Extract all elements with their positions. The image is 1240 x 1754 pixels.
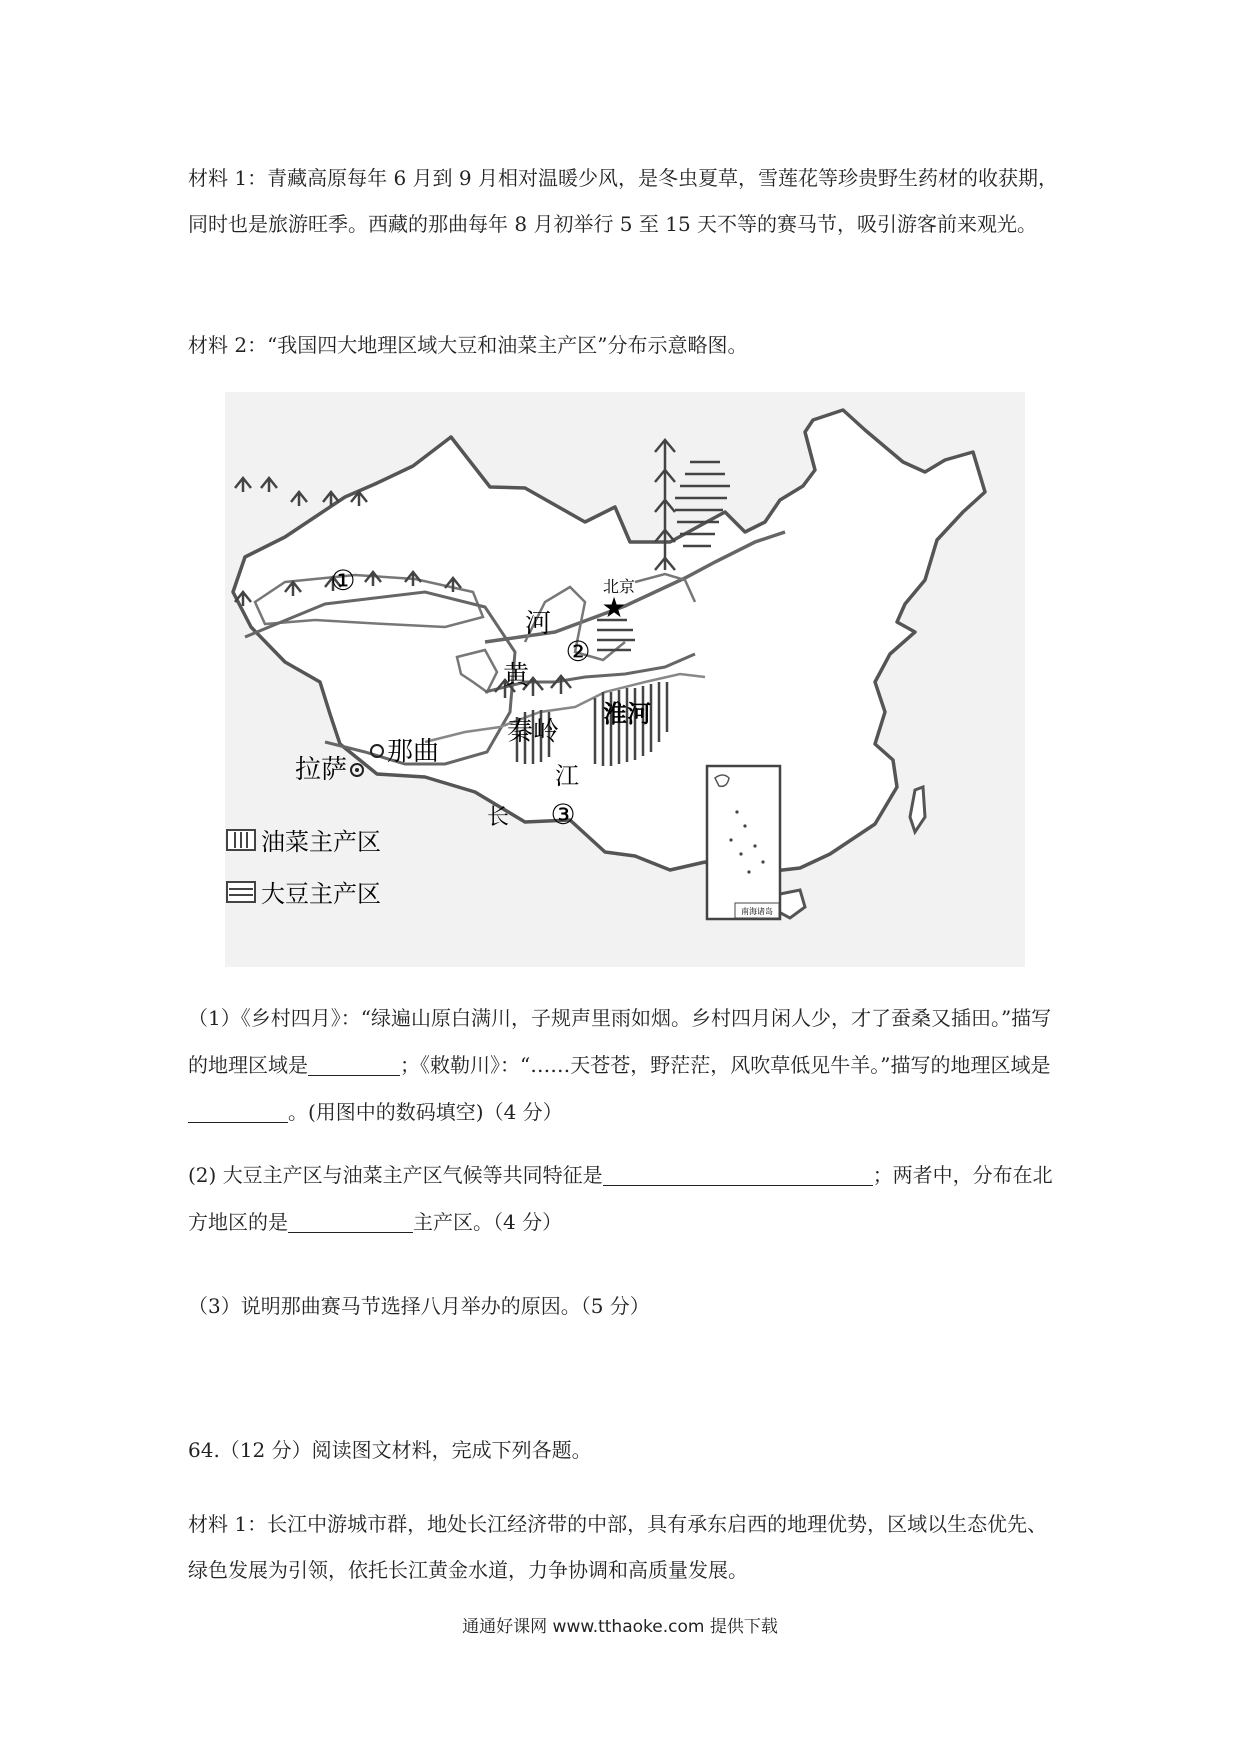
soybean-legend-swatch <box>227 882 255 902</box>
chang-label: 长 <box>487 805 510 830</box>
huang-label: 黄 <box>503 661 530 691</box>
q64-material1-paragraph: 材料 1：长江中游城市群，地处长江经济带的中部，具有承东启西的地理优势，区域以生态优先、绿色发展为引领，依托长江黄金水道，力争协调和高质量发展。 <box>188 1512 1048 1582</box>
q1-answer-blank-2[interactable] <box>188 1098 288 1123</box>
rapeseed-legend-label: 油菜主产区 <box>261 828 381 856</box>
question-1: （1）《乡村四月》：“绿遍山原白满川，子规声里雨如烟。乡村四月闲人少，才了蚕桑又插田。”描写的地理区域是 ；《敕勒川》：“……天苍苍，野茫茫，风吹草低见牛羊。”描写的地理区域是。(用图中的数码填空)（4 分） <box>188 1006 1052 1124</box>
china-soybean-rapeseed-map <box>225 392 1025 967</box>
he-label: 河 <box>525 609 552 639</box>
q2-answer-blank-2[interactable] <box>288 1208 413 1233</box>
q1-answer-blank-1[interactable] <box>308 1051 400 1076</box>
question-2: (2) 大豆主产区与油菜主产区气候等共同特征是 ；两者中，分布在北方地区的是 主产区。（4 分） <box>188 1163 1053 1234</box>
soybean-legend-label: 大豆主产区 <box>261 880 381 908</box>
beijing-label: 北京 <box>603 577 636 596</box>
region-2-label: ② <box>565 635 591 668</box>
naqu-label: 那曲 <box>387 737 440 767</box>
beijing-star-icon: ★ <box>601 591 627 624</box>
region-1-label: ① <box>330 564 356 597</box>
material1-paragraph: 材料 1：青藏高原每年 6 月到 9 月相对温暖少风，是冬虫夏草，雪莲花等珍贵野生药材的收获期，同时也是旅游旺季。西藏的那曲每年 8 月初举行 5 至 15 天不等的赛马节，吸引游客前来观光。 <box>188 166 1058 236</box>
page-footer: 通通好课网 www.tthaoke.com 提供下载 <box>462 1617 778 1637</box>
lasa-label: 拉萨 <box>295 755 348 785</box>
material2-paragraph: 材料 2：“我国四大地理区域大豆和油菜主产区”分布示意略图。 <box>188 333 748 357</box>
q2-answer-blank-1[interactable] <box>603 1161 873 1186</box>
south-china-sea-inset <box>707 766 780 919</box>
jiang-label: 江 <box>555 762 579 790</box>
inset-label: 南海诸岛 <box>741 907 773 916</box>
question-3: （3）说明那曲赛马节选择八月举办的原因。（5 分） <box>188 1294 650 1318</box>
question-64-heading: 64.（12 分）阅读图文材料，完成下列各题。 <box>188 1438 592 1462</box>
region-3-label: ③ <box>550 798 576 831</box>
huaihe-label: 淮河 <box>603 700 651 728</box>
qinling-label: 秦岭 <box>507 717 560 747</box>
